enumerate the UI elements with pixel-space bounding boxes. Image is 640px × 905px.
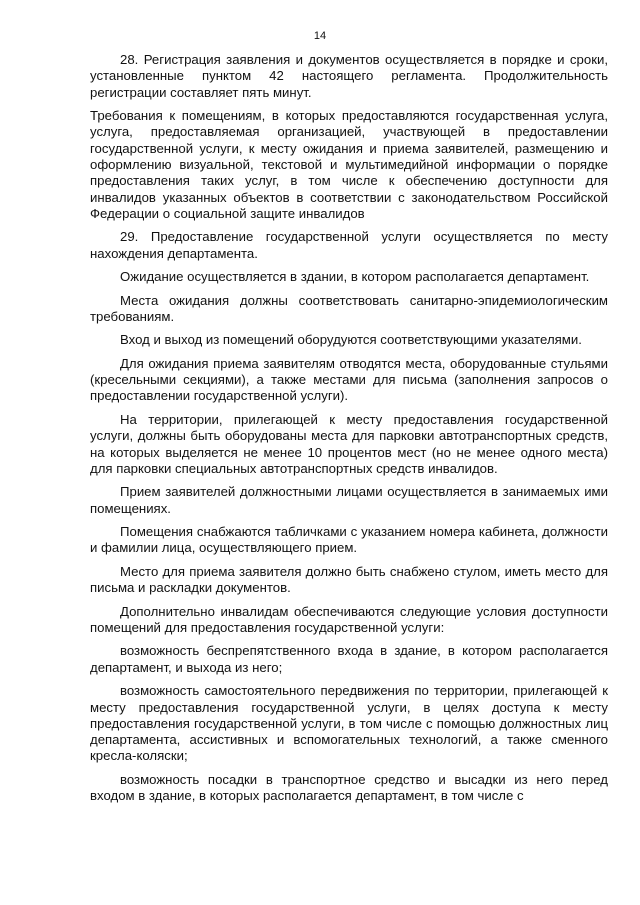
paragraph-entrance-signs: Вход и выход из помещений оборудуются соответствующими указателями. [120,332,582,348]
paragraph-reception-rooms: Прием заявителей должностными лицами осуществляется в занимаемых ими помещениях. [90,484,608,516]
paragraph-waiting-location: Ожидание осуществляется в здании, в котором располагается департамент. [120,269,590,285]
paragraph-reception-desk: Место для приема заявителя должно быть снабжено стулом, иметь место для письма и раскладки документов. [90,563,608,596]
paragraph-parking: На территории, прилегающей к месту предоставления государственной услуги, должны быть оборудованы места для парковки автотранспортных средств, на которых выделяется не менее 10 процентов мест (но не менее одного места) для парковки специальных автотранспортных средств инвалидов. [90,411,608,476]
paragraph-accessibility-intro: Дополнительно инвалидам обеспечиваются следующие условия доступности помещений для предоставления государственной услуги: [90,603,608,635]
paragraph-accessibility-transport: возможность посадки в транспортное средство и высадки из него перед входом в здание, в которых располагается департамент, в том числе с [90,771,608,804]
paragraph-door-plates: Помещения снабжаются табличками с указанием номера кабинета, должности и фамилии лица, осуществляющего прием. [90,524,608,556]
paragraph-29-place-of-service: 29. Предоставление государственной услуги осуществляется по месту нахождения департамента. [90,229,608,261]
paragraph-waiting-sanitary: Места ожидания должны соответствовать санитарно-эпидемиологическим требованиям. [90,292,608,324]
section-heading-premises-requirements: Требования к помещениям, в которых предоставляются государственная услуга, услуга, предоставляемая организацией, участвующей в предоставлении государственной услуги, к месту ожидания и приема заявителей, размещению и оформлению визуальной, текстовой и мультимедийной информации о порядке предоставления таких услуг, в том числе к обеспечению доступности для инвалидов указанных объектов в соответствии с законодательством Российской Федерации о социальной защите инвалидов [90,108,608,221]
document-body [90,52,608,812]
paragraph-waiting-seating: Для ожидания приема заявителям отводятся места, оборудованные стульями (кресельными секциями), а также местами для письма (заполнения запросов о предоставлении государственной услуги). [90,355,608,404]
page-number: 14 [313,30,327,42]
paragraph-accessibility-entrance: возможность беспрепятственного входа в здание, в котором располагается департамент, и выхода из него; [90,643,608,675]
paragraph-accessibility-movement: возможность самостоятельного передвижения по территории, прилегающей к месту предоставления государственной услуги, в целях доступа к месту предоставления государственной услуги, в том числе с помощью должностных лиц департамента, ассистивных и вспомогательных технологий, а также сменного кресла-коляски; [90,683,608,764]
paragraph-28-registration: 28. Регистрация заявления и документов осуществляется в порядке и сроки, установленные пунктом 42 настоящего регламента. Продолжительность регистрации составляет пять минут. [90,52,608,100]
